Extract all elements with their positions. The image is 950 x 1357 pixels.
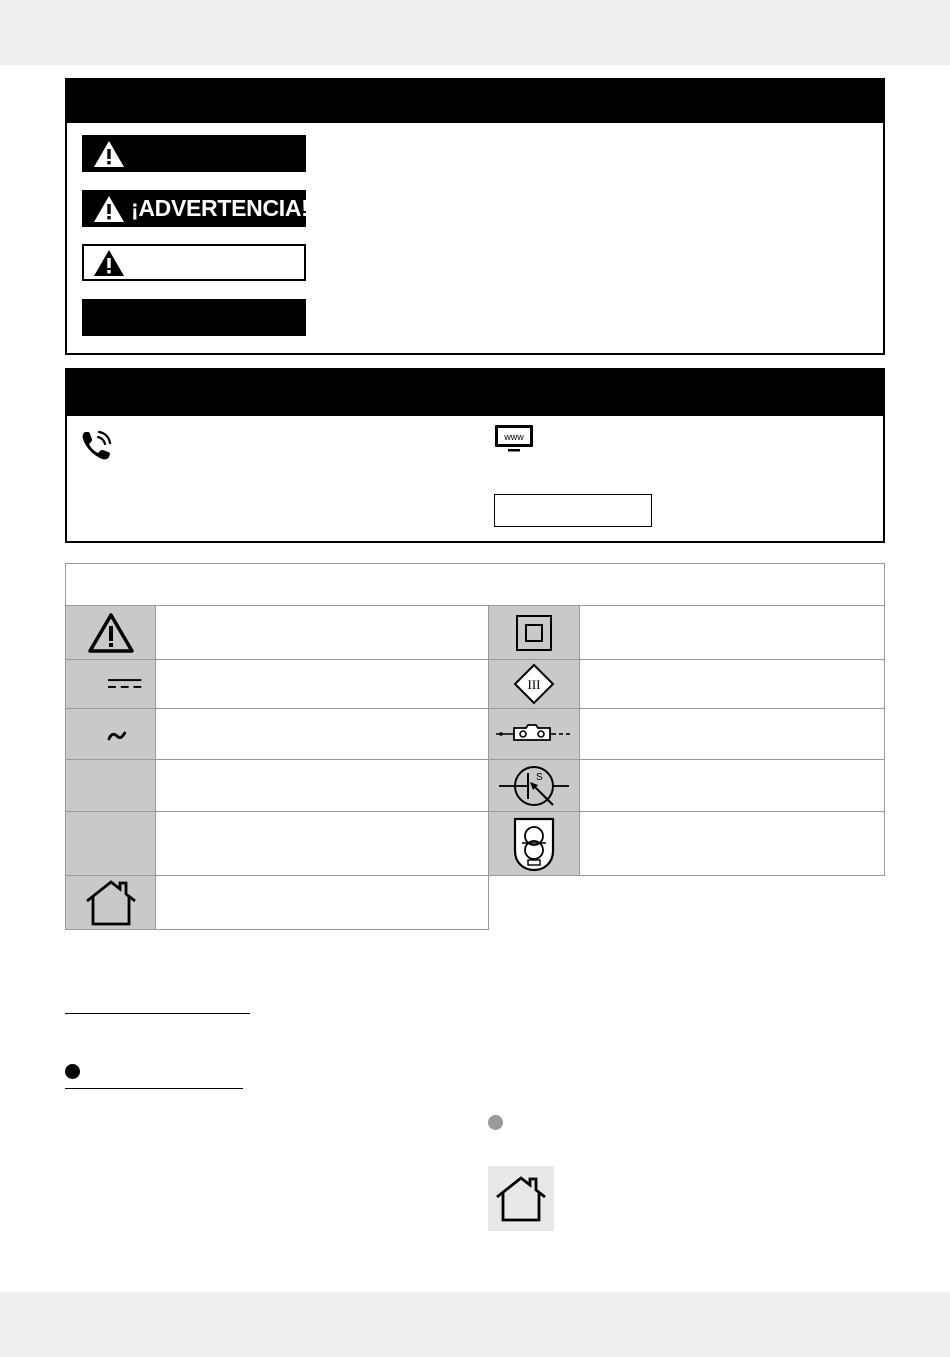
svg-text:www: www: [504, 432, 524, 442]
signal-word-danger: [82, 135, 306, 172]
symbol-table-header: [65, 563, 885, 606]
black-bullet: [65, 1064, 80, 1079]
section-rule-1: [65, 1013, 250, 1014]
double-insulation-icon: [514, 613, 554, 653]
safety-transformer-icon: [512, 815, 556, 873]
signal-word-note: [82, 299, 306, 336]
warning-triangle-icon: [92, 248, 126, 278]
warning-triangle-icon: [92, 139, 126, 169]
signal-word-warning-text: ¡ADVERTENCIA!: [131, 195, 309, 221]
signal-words-box: [65, 78, 885, 355]
class-iii-mark: III: [527, 677, 541, 692]
signal-word-warning: [82, 190, 309, 227]
symbol-text-ac: [155, 708, 489, 760]
safety-switch-icon: [496, 761, 572, 811]
symbol-cell-indoor: [65, 875, 156, 930]
symbol-cell-safety-switch: [488, 759, 580, 812]
signal-words-header: [67, 80, 883, 123]
symbol-cell-polarity: [488, 708, 580, 760]
symbol-text-indoor: [155, 875, 489, 930]
symbol-cell-class-iii: [488, 659, 580, 709]
symbol-text-safety-switch: [579, 759, 885, 812]
top-band: [0, 0, 950, 65]
house-icon: [493, 1175, 549, 1223]
switch-mark: S: [536, 771, 543, 783]
symbol-text-class-ii: [579, 605, 885, 660]
section-rule-2: [65, 1088, 243, 1089]
direct-current-icon: [66, 659, 155, 709]
indoor-use-icon-box: [488, 1166, 554, 1231]
symbol-text-dc: [155, 659, 489, 709]
phone-icon: [79, 428, 115, 464]
symbol-text-safety-transformer: [579, 811, 885, 876]
qr-code-box: [494, 494, 652, 527]
signal-word-caution: [82, 244, 306, 281]
service-box: [65, 368, 885, 543]
polarity-icon: [492, 722, 576, 746]
bottom-band: [0, 1292, 950, 1357]
symbol-cell-blank-2: [65, 811, 156, 876]
service-header: [67, 370, 883, 416]
symbol-cell-blank-1: [65, 759, 156, 812]
symbol-text-blank-2: [155, 811, 489, 876]
warning-triangle-icon: [92, 194, 126, 224]
symbol-cell-dc: [65, 659, 156, 709]
symbol-cell-general-warning: [65, 605, 156, 660]
grey-bullet: [488, 1115, 503, 1130]
symbol-text-class-iii: [579, 659, 885, 709]
symbol-table: [65, 563, 885, 930]
symbol-text-blank-1: [155, 759, 489, 812]
symbol-text-polarity: [579, 708, 885, 760]
alternating-current-icon: [66, 708, 155, 760]
protection-class-iii-icon: [512, 662, 556, 706]
symbol-cell-ac: [65, 708, 156, 760]
house-icon: [83, 879, 139, 927]
symbol-cell-class-ii: [488, 605, 580, 660]
symbol-text-general-warning: [155, 605, 489, 660]
www-monitor-icon: [494, 424, 534, 456]
symbol-cell-safety-transformer: [488, 811, 580, 876]
warning-triangle-icon: [87, 612, 135, 654]
